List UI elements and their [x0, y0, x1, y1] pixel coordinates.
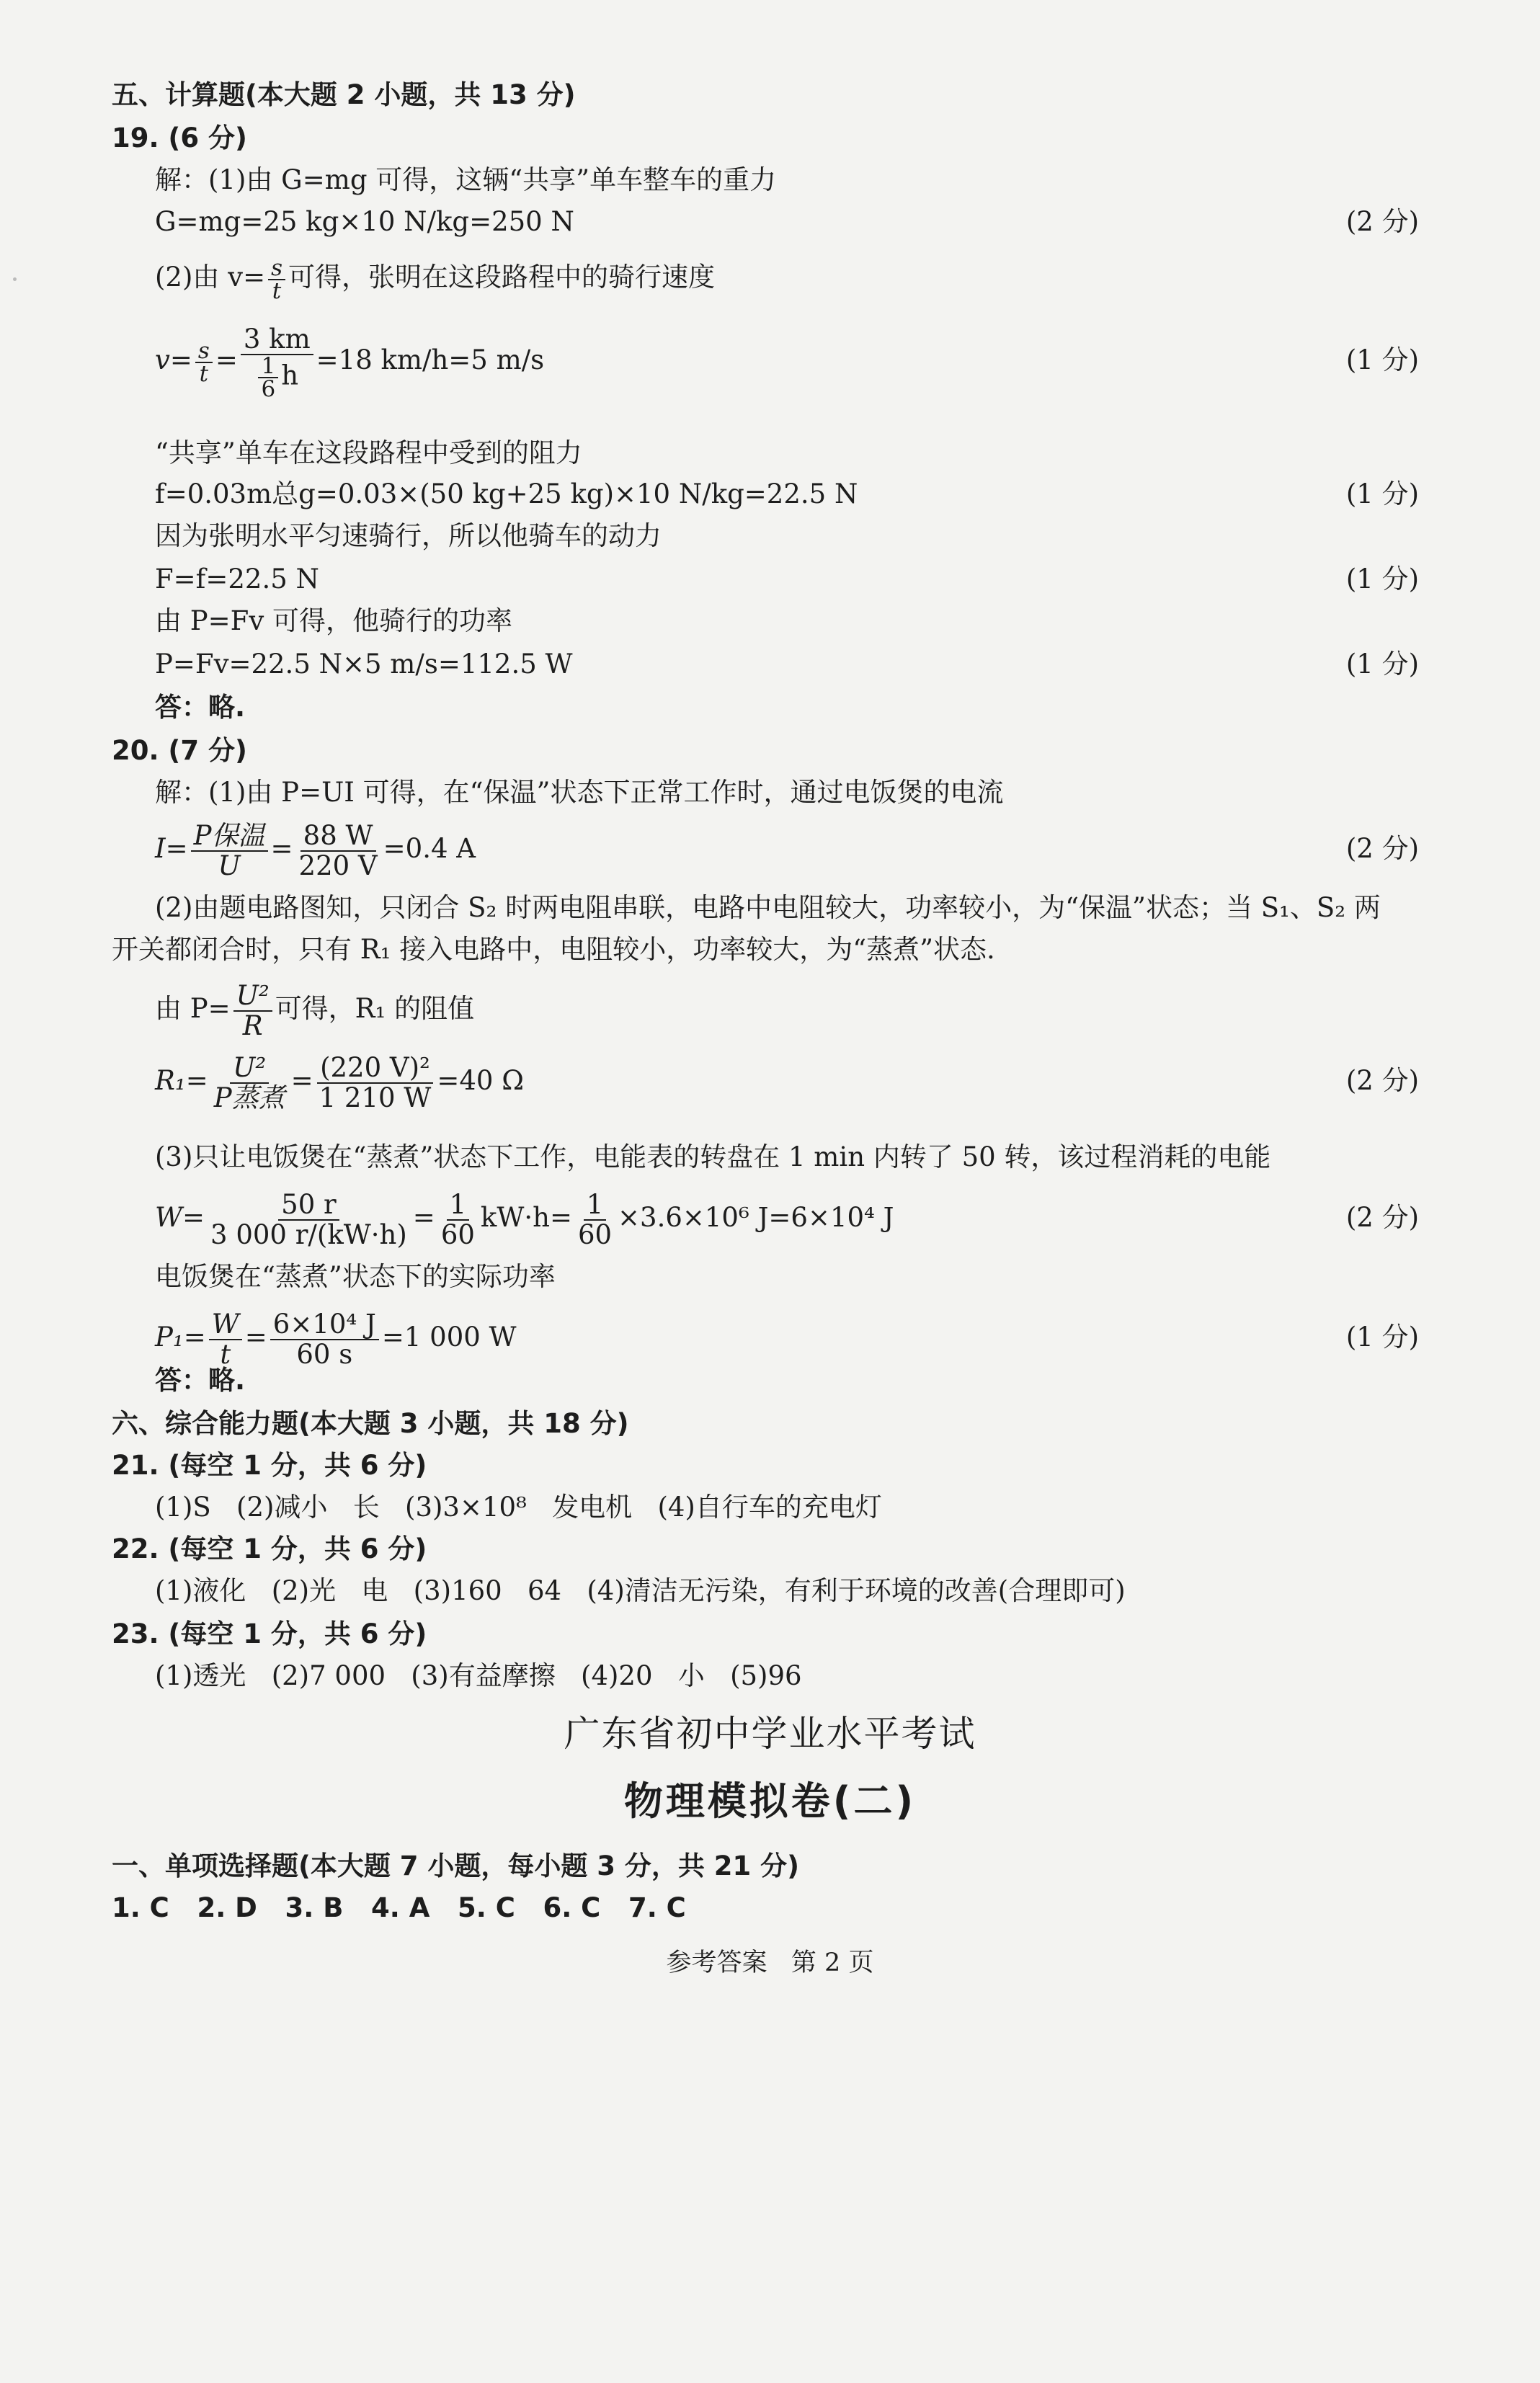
q19-h: h: [281, 360, 299, 391]
q19-line5: “共享”单车在这段路程中受到的阻力: [155, 437, 582, 468]
q20-line5: [155, 973, 474, 1045]
q20-u2b: U²: [230, 1054, 269, 1084]
q19-score-2: (1 分): [1345, 344, 1419, 375]
q20-line7: (3)只让电饭煲在“蒸煮”状态下工作，电能表的转盘在 1 min 内转了 50 转，该过程消耗的电能: [155, 1141, 1271, 1172]
q19-line3: [155, 245, 715, 310]
q20-w-rhs: ×3.6×10⁶ J=6×10⁴ J: [618, 1202, 894, 1233]
q22-head: 22. (每空 1 分，共 6 分): [112, 1533, 427, 1564]
q19-s: s: [195, 340, 213, 363]
q20-3000r: 3 000 r/(kW·h): [210, 1219, 407, 1250]
q19-v-rhs: =18 km/h=5 m/s: [316, 344, 545, 375]
q20-line5-a: 由 P=: [155, 993, 231, 1024]
q19-head: 19. (6 分): [112, 123, 247, 153]
q19-frac-t: t: [272, 277, 282, 304]
q20-p-over-u: [191, 821, 268, 881]
q20-u2-over-p: [211, 1051, 288, 1113]
q19-line9: 由 P=Fv 可得，他骑行的功率: [155, 605, 512, 636]
section-5-title: 五、计算题(本大题 2 小题，共 13 分): [112, 79, 576, 110]
q20-w: W: [209, 1310, 242, 1340]
q19-v-lhs: v=: [155, 344, 192, 375]
q23-head: 23. (每空 1 分，共 6 分): [112, 1618, 427, 1649]
q19-answer: 答：略.: [155, 692, 246, 723]
section-1-title: 一、单项选择题(本大题 7 小题，每小题 3 分，共 21 分): [112, 1850, 800, 1881]
q20-eq4: =: [244, 1322, 267, 1353]
q20-answer: 答：略.: [155, 1365, 246, 1396]
q19-line3-b: 可得，张明在这段路程中的骑行速度: [288, 262, 715, 293]
q19-score-1: (2 分): [1345, 206, 1419, 237]
q20-220v: 220 V: [298, 850, 378, 881]
q20-p-rhs: =1 000 W: [381, 1322, 517, 1353]
q19-line6: f=0.03m总g=0.03×(50 kg+25 kg)×10 N/kg=22.5 N: [155, 478, 858, 509]
q20-head: 20. (7 分): [112, 735, 247, 766]
q20-line6: [155, 1045, 524, 1117]
q19-s-over-t: [195, 337, 213, 387]
q20-line1: 解：(1)由 P=UI 可得，在“保温”状态下正常工作时，通过电饭煲的电流: [155, 777, 1004, 808]
q20-line3: (2)由题电路图知，只闭合 S₂ 时两电阻串联，电路中电阻较大，功率较小，为“保温”状态；当 S₁、S₂ 两: [155, 892, 1381, 923]
q20-u: U: [218, 850, 241, 881]
q20-j-over-s: [270, 1310, 379, 1369]
q20-r-over-kwh: [208, 1190, 410, 1250]
q20-eq1: =: [270, 833, 293, 864]
q20-one-sixtieth-b: [575, 1190, 615, 1250]
q19-one-sixth: [258, 352, 278, 402]
q20-i-lhs: I=: [155, 833, 188, 864]
q20-88w: 88 W: [301, 821, 376, 852]
q19-score-3: (1 分): [1345, 478, 1419, 509]
q19-frac-s: s: [268, 257, 285, 280]
q19-score-5: (1 分): [1345, 649, 1419, 680]
scan-speck: [13, 277, 17, 281]
exam-subtitle: 物理模拟卷(二): [623, 1778, 917, 1824]
section-1-answers: 1. C 2. D 3. B 4. A 5. C 6. C 7. C: [112, 1892, 686, 1923]
q19-speed-fraction: [268, 254, 285, 304]
q19-six: 6: [261, 375, 276, 402]
q20-w-over-t: [209, 1310, 242, 1369]
q20-6e4j: 6×10⁴ J: [270, 1310, 379, 1340]
q20-220v-sq: (220 V)²: [317, 1054, 433, 1084]
q19-line2: G=mg=25 kg×10 N/kg=250 N: [155, 206, 574, 237]
q19-sixth-h: [252, 352, 301, 402]
q20-w-over-v: [296, 821, 380, 881]
q20-line10: [155, 1301, 517, 1373]
q20-p-bw: P保温: [191, 821, 268, 852]
q20-50r: 50 r: [278, 1190, 339, 1221]
q19-line3-a: (2)由 v=: [155, 262, 266, 293]
q20-u2-over-r: [233, 981, 272, 1041]
q20-one-b: 1: [584, 1190, 607, 1221]
q20-u2: U²: [233, 981, 272, 1012]
q22-answers: (1)液化 (2)光 电 (3)160 64 (4)清洁无污染，有利于环境的改善(合理即可): [155, 1575, 1126, 1606]
q20-line5-b: 可得，R₁ 的阻值: [275, 993, 475, 1024]
q20-eq2: =: [290, 1065, 313, 1096]
q20-line2: [155, 813, 476, 885]
q20-v2-over-w: [316, 1051, 435, 1113]
q19-km-over-h: [241, 325, 313, 400]
q19-one: 1: [258, 355, 278, 378]
q20-sixty-b: 60: [577, 1219, 613, 1250]
page-footer: 参考答案 第 2 页: [666, 1948, 874, 1977]
q19-line7: 因为张明水平匀速骑行，所以他骑车的动力: [155, 520, 662, 551]
q20-p-zz: P蒸煮: [213, 1082, 285, 1113]
q20-score-3: (2 分): [1345, 1202, 1419, 1233]
q20-i-rhs: =0.4 A: [383, 833, 476, 864]
q19-eq: =: [215, 344, 238, 375]
q20-score-1: (2 分): [1345, 833, 1419, 864]
q23-answers: (1)透光 (2)7 000 (3)有益摩擦 (4)20 小 (5)96: [155, 1660, 802, 1691]
q20-score-2: (2 分): [1345, 1065, 1419, 1096]
q20-1210w: 1 210 W: [319, 1082, 432, 1113]
q20-r: R: [242, 1010, 263, 1041]
q20-t: t: [220, 1338, 231, 1370]
section-6-title: 六、综合能力题(本大题 3 小题，共 18 分): [112, 1408, 629, 1439]
q20-line4: 开关都闭合时，只有 R₁ 接入电路中，电阻较小，功率较大，为“蒸煮”状态.: [112, 934, 995, 965]
q19-line4: [155, 317, 544, 404]
q19-line8: F=f=22.5 N: [155, 564, 319, 594]
q20-p-lhs: P₁=: [155, 1322, 206, 1353]
q20-sixty-a: 60: [440, 1219, 475, 1250]
q20-one-sixtieth-a: [438, 1190, 478, 1250]
q20-r-lhs: R₁=: [155, 1065, 208, 1096]
q21-head: 21. (每空 1 分，共 6 分): [112, 1450, 427, 1481]
q19-line10: P=Fv=22.5 N×5 m/s=112.5 W: [155, 649, 573, 680]
q19-line1: 解：(1)由 G=mg 可得，这辆“共享”单车整车的重力: [155, 164, 777, 195]
q19-km: 3 km: [241, 325, 313, 355]
q20-one-a: 1: [447, 1190, 470, 1221]
q21-answers: (1)S (2)减小 长 (3)3×10⁸ 发电机 (4)自行车的充电灯: [155, 1492, 882, 1523]
q20-line9: 电饭煲在“蒸煮”状态下的实际功率: [155, 1261, 556, 1292]
exam-title: 广东省初中学业水平考试: [564, 1713, 976, 1755]
q19-score-4: (1 分): [1345, 564, 1419, 594]
q20-r-rhs: =40 Ω: [437, 1065, 524, 1096]
q20-score-4: (1 分): [1345, 1322, 1419, 1353]
q20-line8: [155, 1182, 894, 1254]
q20-60s: 60 s: [296, 1338, 353, 1370]
q20-kwh: kW·h=: [480, 1202, 572, 1233]
q20-w-lhs: W=: [155, 1202, 205, 1233]
q19-t: t: [199, 360, 209, 387]
q20-eq3: =: [412, 1202, 435, 1233]
